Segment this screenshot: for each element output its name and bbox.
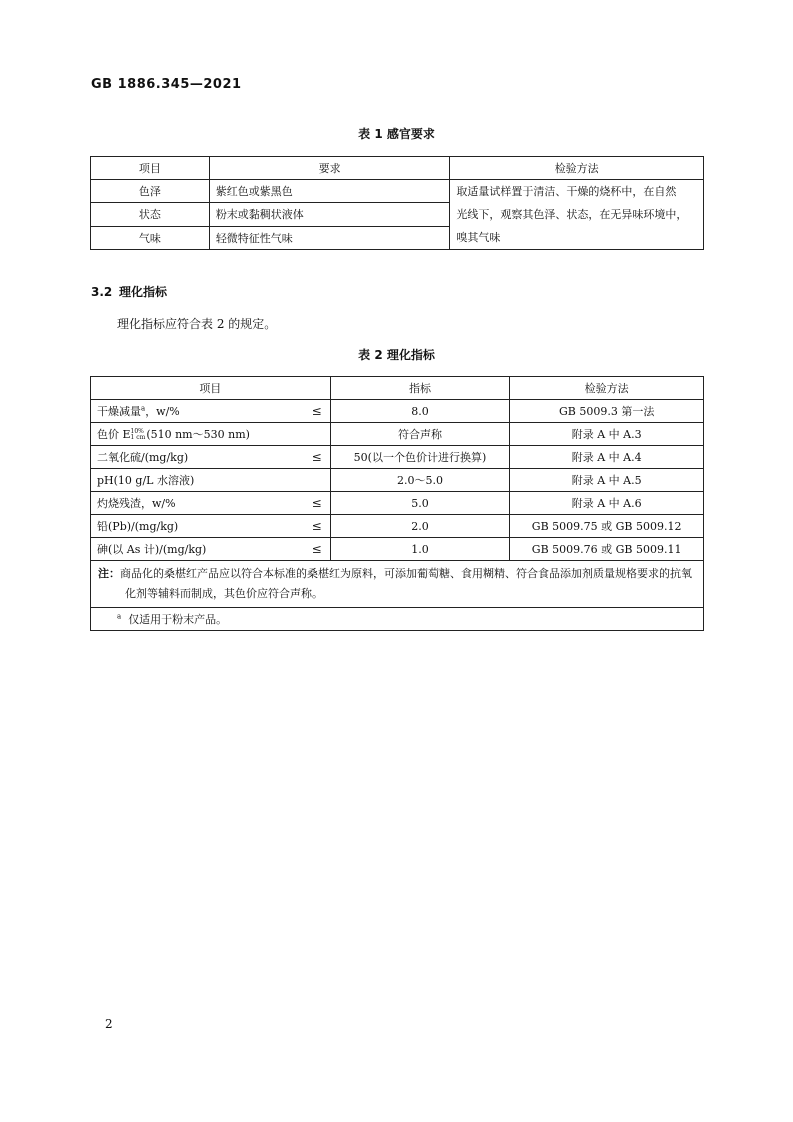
value-cell: 5.0 [330, 492, 510, 515]
leq-symbol: ≤ [311, 404, 322, 418]
requirement-cell: 紫红色或紫黑色 [209, 180, 450, 203]
value-cell: 2.0～5.0 [330, 469, 510, 492]
value-cell: 50(以一个色价计进行换算) [330, 446, 510, 469]
sub-text: 1 cm [130, 434, 146, 441]
footnote-mark: a [141, 404, 146, 413]
item-label: 色价 E [97, 428, 131, 441]
table-row [91, 515, 704, 538]
item-label: 二氧化硫/(mg/kg) [97, 451, 189, 464]
table1-caption: 表 1 感官要求 [358, 127, 435, 141]
leq-symbol: ≤ [311, 450, 322, 464]
color-value-subscript [131, 429, 146, 441]
table-header-row [91, 157, 704, 180]
header-item: 项目 [91, 377, 331, 400]
method-line: 嗅其气味 [456, 231, 501, 244]
item-cell [91, 423, 331, 446]
method-line: 取适量试样置于清洁、干燥的烧杯中，在自然 [456, 185, 677, 198]
table-row [91, 400, 704, 423]
table-row [91, 423, 704, 446]
note-text: 商品化的桑椹红产品应以符合本标准的桑椹红为原料，可添加葡萄糖、食用糊精、符合食品添加剂质量规格要求的抗氧化剂等辅料而制成，其色价应符合声称。 [120, 567, 692, 600]
item-cell [91, 400, 331, 423]
standard-number: GB 1886.345—2021 [91, 77, 242, 92]
sup-text: 10% [130, 428, 144, 435]
leq-symbol: ≤ [311, 496, 322, 510]
table-header-row [91, 377, 704, 400]
value-cell: 符合声称 [330, 423, 510, 446]
header-method: 检验方法 [450, 157, 704, 180]
method-cell: 附录 A 中 A.5 [510, 469, 704, 492]
table-row [91, 180, 704, 203]
table-row [91, 446, 704, 469]
method-cell: GB 5009.76 或 GB 5009.11 [510, 538, 704, 561]
footnote-mark: a [117, 612, 122, 621]
method-line: 光线下，观察其色泽、状态，在无异味环境中， [456, 208, 688, 221]
method-cell: 附录 A 中 A.4 [510, 446, 704, 469]
page-number: 2 [105, 1017, 113, 1031]
footnote-text: 仅适用于粉末产品。 [128, 613, 228, 626]
table-row [91, 538, 704, 561]
item-cell [91, 515, 331, 538]
item-cell [91, 492, 331, 515]
value-cell: 1.0 [330, 538, 510, 561]
footnote-cell [91, 608, 704, 631]
method-cell: 附录 A 中 A.3 [510, 423, 704, 446]
item-label: 砷(以 As 计)/(mg/kg) [97, 543, 207, 556]
header-item: 项目 [91, 157, 210, 180]
item-cell [91, 446, 331, 469]
table-row [91, 469, 704, 492]
note-row [91, 561, 704, 608]
item-cell: pH(10 g/L 水溶液) [91, 469, 331, 492]
method-cell [450, 180, 704, 250]
item-label: 铅(Pb)/(mg/kg) [97, 520, 179, 533]
value-cell: 8.0 [330, 400, 510, 423]
item-cell: 状态 [91, 203, 210, 226]
table2-caption: 表 2 理化指标 [358, 348, 435, 362]
section-text: 理化指标应符合表 2 的规定。 [117, 317, 277, 331]
header-index: 指标 [330, 377, 510, 400]
method-cell: GB 5009.75 或 GB 5009.12 [510, 515, 704, 538]
header-requirement: 要求 [209, 157, 450, 180]
item-unit: ，w/% [145, 405, 180, 418]
section-number: 3.2 [91, 285, 113, 299]
leq-symbol: ≤ [311, 519, 322, 533]
item-label: 灼烧残渣，w/% [97, 497, 176, 510]
header-method: 检验方法 [510, 377, 704, 400]
item-label: 干燥减量 [97, 405, 141, 418]
sensory-requirements-table [90, 156, 704, 250]
method-cell: 附录 A 中 A.6 [510, 492, 704, 515]
physicochemical-table [90, 376, 704, 631]
section-title: 理化指标 [119, 285, 168, 299]
item-cell [91, 538, 331, 561]
footnote-row [91, 608, 704, 631]
table-row [91, 492, 704, 515]
section-heading [91, 283, 167, 300]
note-label: 注： [98, 567, 120, 580]
value-cell: 2.0 [330, 515, 510, 538]
item-unit: (510 nm～530 nm) [146, 428, 250, 441]
requirement-cell: 轻微特征性气味 [209, 226, 450, 249]
leq-symbol: ≤ [311, 542, 322, 556]
method-cell: GB 5009.3 第一法 [510, 400, 704, 423]
note-cell [91, 561, 704, 608]
item-cell: 色泽 [91, 180, 210, 203]
requirement-cell: 粉末或黏稠状液体 [209, 203, 450, 226]
item-cell: 气味 [91, 226, 210, 249]
